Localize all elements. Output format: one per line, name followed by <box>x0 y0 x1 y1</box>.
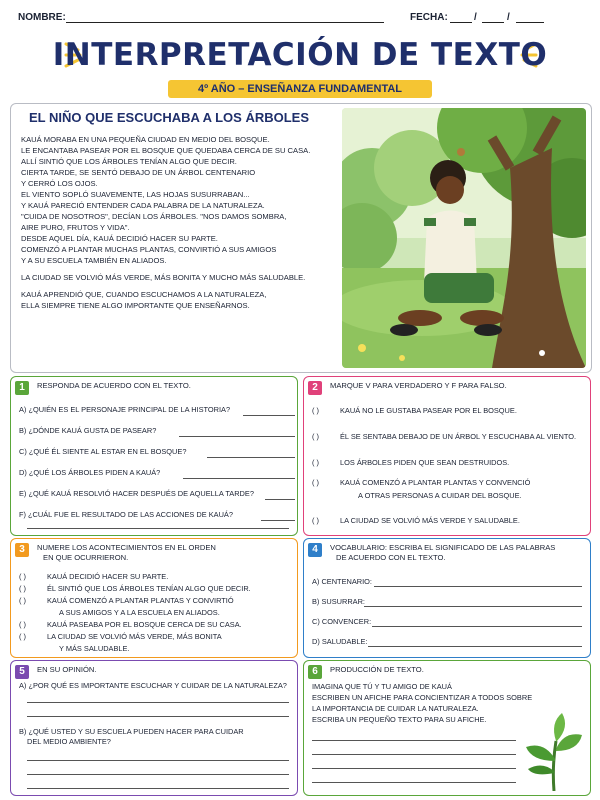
date-month-field[interactable] <box>482 12 504 23</box>
section-1-heading: RESPONDA DE ACUERDO CON EL TEXTO. <box>37 381 191 390</box>
item-text: KAUÁ COMENZÓ A PLANTAR PLANTAS Y CONVENCIÓ <box>340 478 531 487</box>
answer-line[interactable] <box>265 498 295 500</box>
item-text: A SUS AMIGOS Y A LA ESCUELA EN ALIADOS. <box>59 608 220 617</box>
story-paragraph-1 <box>21 134 341 266</box>
plant-icon <box>522 711 586 791</box>
item-text: KAUÁ PASEABA POR EL BOSQUE CERCA DE SU CASA. <box>47 620 242 629</box>
question: E) ¿QUÉ KAUÁ RESOLVIÓ HACER DESPUÉS DE AQUELLA TARDE? <box>19 489 254 498</box>
section-6 <box>303 660 591 796</box>
answer-line[interactable] <box>312 739 516 741</box>
question: D) ¿QUÉ LOS ÁRBOLES PIDEN A KAUÁ? <box>19 468 161 477</box>
date-label: FECHA: <box>410 12 448 23</box>
true-false-item <box>312 490 522 501</box>
answer-line[interactable] <box>374 585 582 587</box>
section-4-number: 4 <box>308 543 322 557</box>
question: C) ¿QUÉ ÉL SIENTE AL ESTAR EN EL BOSQUE? <box>19 447 187 456</box>
answer-line[interactable] <box>27 715 289 717</box>
vocab-word: D) SALUDABLE: <box>312 637 368 646</box>
grade-banner: 4º AÑO – ENSEÑANZA FUNDAMENTAL <box>168 80 432 98</box>
section-5-heading: EN SU OPINIÓN. <box>37 665 97 674</box>
question: F) ¿CUÁL FUE EL RESULTADO DE LAS ACCIONES DE KAUÁ? <box>19 510 233 519</box>
story-line: LA CIUDAD SE VOLVIÓ MÁS VERDE, MÁS BONITA Y MUCHO MÁS SALUDABLE. <box>21 273 306 282</box>
question: A) ¿QUIÉN ES EL PERSONAJE PRINCIPAL DE LA HISTORIA? <box>19 405 231 414</box>
item-text: KAUÁ NO LE GUSTABA PASEAR POR EL BOSQUE. <box>340 406 517 415</box>
ordering-item <box>19 631 222 642</box>
story-illustration <box>342 108 586 368</box>
answer-parens[interactable]: ( ) <box>312 432 319 441</box>
answer-parens[interactable]: ( ) <box>312 516 319 525</box>
story-line: KAUÁ MORABA EN UNA PEQUEÑA CIUDAD EN MEDIO DEL BOSQUE. <box>21 135 270 144</box>
answer-line[interactable] <box>27 773 289 775</box>
section-5-number: 5 <box>15 665 29 679</box>
story-line: COMENZÓ A PLANTAR MUCHAS PLANTAS, CONVIRTIÓ A SUS AMIGOS <box>21 245 277 254</box>
ordering-item <box>19 643 130 654</box>
date-year-field[interactable] <box>516 12 544 23</box>
section-6-heading: PRODUCCIÓN DE TEXTO. <box>330 665 424 674</box>
answer-line[interactable] <box>368 645 582 647</box>
section-1-number: 1 <box>15 381 29 395</box>
section-6-instructions: IMAGINA QUE TÚ Y TU AMIGO DE KAUÁ ESCRIBEN UN AFICHE PARA CONCIENTIZAR A TODOS SOBRE LA IMPORTANCIA DE CUIDAR LA NATURALEZA. ESCRIBA UN PEQUEÑO TEXTO PARA SU AFICHE. <box>312 682 533 724</box>
story-line: DESDE AQUEL DÍA, KAUÁ DECIDIÓ HACER SU PARTE. <box>21 234 218 243</box>
ordering-item <box>19 571 168 582</box>
true-false-item <box>312 405 517 416</box>
section-3-heading: NUMERE LOS ACONTECIMIENTOS EN EL ORDEN EN QUE OCURRIERON. <box>37 543 216 562</box>
answer-line[interactable] <box>27 759 289 761</box>
section-4 <box>303 538 591 658</box>
section-2-number: 2 <box>308 381 322 395</box>
section-4-heading: VOCABULARIO: ESCRIBA EL SIGNIFICADO DE LAS PALABRAS DE ACUERDO CON EL TEXTO. <box>330 543 556 562</box>
question: B) ¿DÓNDE KAUÁ GUSTA DE PASEAR? <box>19 426 157 435</box>
story-line: ELLA SIEMPRE TIENE ALGO IMPORTANTE QUE ENSEÑARNOS. <box>21 301 250 310</box>
page-title: INTERPRETACIÓN DE TEXTO <box>52 37 548 73</box>
answer-line[interactable] <box>27 787 289 789</box>
answer-line[interactable] <box>261 519 295 521</box>
true-false-item <box>312 477 530 488</box>
story-line: Y CERRÓ LOS OJOS. <box>21 179 98 188</box>
section-3 <box>10 538 298 658</box>
section-1 <box>10 376 298 536</box>
title-wrap <box>0 30 600 80</box>
answer-line[interactable] <box>312 753 516 755</box>
story-line: Y A SU ESCUELA TAMBIÉN EN ALIADOS. <box>21 256 167 265</box>
answer-line[interactable] <box>372 625 582 627</box>
answer-line[interactable] <box>27 701 289 703</box>
answer-parens[interactable]: ( ) <box>19 596 26 605</box>
answer-line[interactable] <box>312 781 516 783</box>
item-text: A OTRAS PERSONAS A CUIDAR DEL BOSQUE. <box>358 491 522 500</box>
story-line: CIERTA TARDE, SE SENTÓ DEBAJO DE UN ÁRBOL CENTENARIO <box>21 168 256 177</box>
true-false-item <box>312 515 520 526</box>
section-6-number: 6 <box>308 665 322 679</box>
answer-parens[interactable]: ( ) <box>19 632 26 641</box>
story-line: AIRE PURO, FRUTOS Y VIDA". <box>21 223 130 232</box>
answer-parens[interactable]: ( ) <box>19 572 26 581</box>
story-line: ALLÍ SINTIÓ QUE LOS ÁRBOLES TENÍAN ALGO QUE DECIR. <box>21 157 237 166</box>
answer-parens[interactable]: ( ) <box>312 458 319 467</box>
true-false-item <box>312 431 576 442</box>
answer-line[interactable] <box>364 605 582 607</box>
answer-parens[interactable]: ( ) <box>19 584 26 593</box>
item-text: ÉL SINTIÓ QUE LOS ÁRBOLES TENÍAN ALGO QUE DECIR. <box>47 584 251 593</box>
item-text: LA CIUDAD SE VOLVIÓ MÁS VERDE Y SALUDABLE. <box>340 516 520 525</box>
question-5a: A) ¿POR QUÉ ES IMPORTANTE ESCUCHAR Y CUIDAR DE LA NATURALEZA? <box>19 681 287 690</box>
item-text: Y MÁS SALUDABLE. <box>59 644 130 653</box>
section-3-number: 3 <box>15 543 29 557</box>
section-5 <box>10 660 298 796</box>
answer-parens[interactable]: ( ) <box>19 620 26 629</box>
item-text: LOS ÁRBOLES PIDEN QUE SEAN DESTRUIDOS. <box>340 458 510 467</box>
ordering-item <box>19 619 242 630</box>
date-day-field[interactable] <box>450 12 472 23</box>
story-panel <box>10 103 592 373</box>
answer-line[interactable] <box>27 527 289 529</box>
answer-line[interactable] <box>207 456 295 458</box>
answer-line[interactable] <box>183 477 295 479</box>
item-text: KAUÁ COMENZÓ A PLANTAR PLANTAS Y CONVIRTIÓ <box>47 596 234 605</box>
vocab-word: B) SUSURRAR: <box>312 597 365 606</box>
story-line: "CUIDA DE NOSOTROS", DECÍAN LOS ÁRBOLES. "NOS DAMOS SOMBRA, <box>21 212 287 221</box>
answer-parens[interactable]: ( ) <box>312 478 319 487</box>
story-title: EL NIÑO QUE ESCUCHABA A LOS ÁRBOLES <box>29 110 310 125</box>
item-text: KAUÁ DECIDIÓ HACER SU PARTE. <box>47 572 169 581</box>
story-line: KAUÁ APRENDIÓ QUE, CUANDO ESCUCHAMOS A LA NATURALEZA, <box>21 290 267 299</box>
item-text: ÉL SE SENTABA DEBAJO DE UN ÁRBOL Y ESCUCHABA AL VIENTO. <box>340 432 577 441</box>
vocab-word: C) CONVENCER: <box>312 617 372 626</box>
header: NOMBRE: FECHA: / / <box>18 12 582 28</box>
answer-line[interactable] <box>243 414 295 416</box>
story-text <box>21 134 341 311</box>
name-label: NOMBRE: <box>18 12 66 23</box>
ordering-item <box>19 583 251 594</box>
question-5b: B) ¿QUÉ USTED Y SU ESCUELA PUEDEN HACER PARA CUIDAR DEL MEDIO AMBIENTE? <box>19 727 244 746</box>
story-line: LE ENCANTABA PASEAR POR EL BOSQUE QUE QUEDABA CERCA DE SU CASA. <box>21 146 311 155</box>
story-paragraph-2 <box>21 272 341 283</box>
answer-parens[interactable]: ( ) <box>312 406 319 415</box>
ordering-item <box>19 595 234 606</box>
answer-line[interactable] <box>179 435 295 437</box>
vocab-word: A) CENTENARIO: <box>312 577 372 586</box>
story-line: Y KAUÁ PARECIÓ ENTENDER CADA PALABRA DE LA NATURALEZA. <box>21 201 265 210</box>
story-line: EL VIENTO SOPLÓ SUAVEMENTE, LAS HOJAS SUSURRABAN... <box>21 190 250 199</box>
answer-line[interactable] <box>312 767 516 769</box>
true-false-item <box>312 457 509 468</box>
section-2-heading: MARQUE V PARA VERDADERO Y F PARA FALSO. <box>330 381 507 390</box>
ordering-item <box>19 607 220 618</box>
item-text: LA CIUDAD SE VOLVIÓ MÁS VERDE, MÁS BONITA <box>47 632 222 641</box>
name-field[interactable] <box>66 12 384 23</box>
story-paragraph-3 <box>21 289 341 311</box>
section-2 <box>303 376 591 536</box>
